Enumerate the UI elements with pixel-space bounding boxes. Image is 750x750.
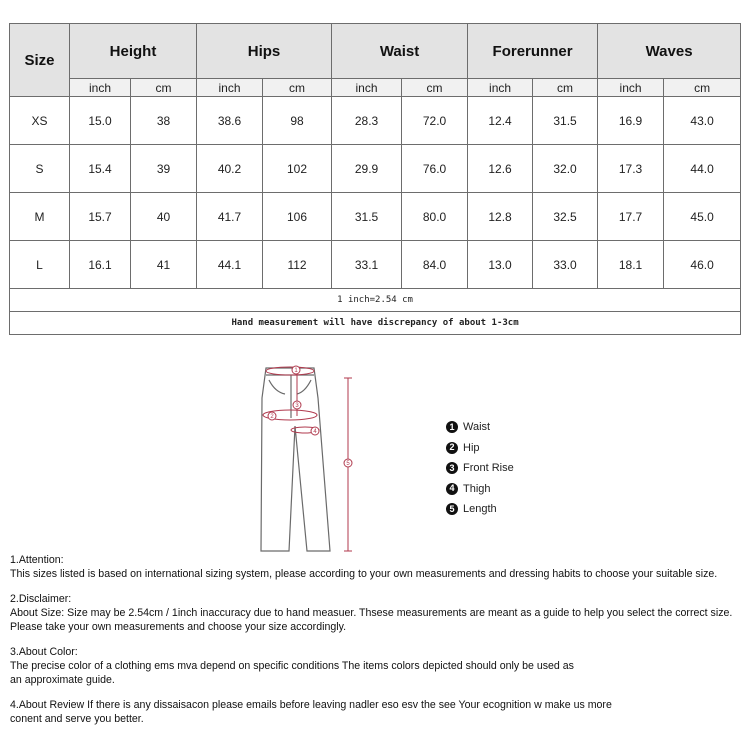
marker-3-label: 3 [295, 403, 299, 410]
note-title: 2.Disclaimer: [10, 593, 72, 605]
table-cell: 29.9 [332, 145, 402, 193]
unit-cell: inch [332, 79, 402, 97]
table-cell: 17.3 [598, 145, 664, 193]
note-color [10, 645, 745, 687]
marker-4-label: 4 [313, 429, 317, 436]
legend-item-thigh [446, 479, 514, 500]
note-line: conent and serve you better. [10, 713, 144, 725]
table-cell: 17.7 [598, 193, 664, 241]
header-size: Size [10, 24, 70, 97]
legend-number: 5 [446, 503, 458, 515]
table-cell: 18.1 [598, 241, 664, 289]
header-waist: Waist [332, 24, 468, 79]
table-cell: 80.0 [402, 193, 468, 241]
unit-cell: cm [402, 79, 468, 97]
legend-item-hip [446, 438, 514, 459]
note-line: The precise color of a clothing ems mva depend on specific conditions The items colors depicted should only be used as [10, 660, 574, 672]
size-label: M [10, 193, 70, 241]
legend-item-waist [446, 417, 514, 438]
table-cell: 76.0 [402, 145, 468, 193]
legend-number: 3 [446, 462, 458, 474]
legend-item-front-rise [446, 458, 514, 479]
unit-cell: cm [131, 79, 197, 97]
table-cell: 12.6 [468, 145, 533, 193]
unit-cell: cm [533, 79, 598, 97]
table-cell: 38 [131, 97, 197, 145]
table-cell: 44.0 [664, 145, 741, 193]
pocket-left [269, 380, 285, 394]
size-chart-table [9, 23, 741, 335]
table-cell: 15.7 [70, 193, 131, 241]
marker-5-label: 5 [346, 461, 350, 468]
table-cell: 31.5 [332, 193, 402, 241]
table-cell: 41.7 [197, 193, 263, 241]
measure-lines [263, 367, 352, 551]
legend-number: 4 [446, 483, 458, 495]
pants-outline [261, 368, 330, 551]
pants-measurement-diagram [245, 358, 375, 558]
table-cell: 33.0 [533, 241, 598, 289]
legend-label: Hip [463, 441, 480, 454]
legend-label: Length [463, 503, 497, 516]
table-cell: 32.5 [533, 193, 598, 241]
table-cell: 15.0 [70, 97, 131, 145]
unit-cell: inch [70, 79, 131, 97]
table-row [10, 97, 741, 145]
table-cell: 40 [131, 193, 197, 241]
note-line: 4.About Review If there is any dissaisacon please emails before leaving nadler eso esv the see Your ecognition w make us more [10, 699, 612, 711]
note-review [10, 698, 745, 726]
legend-item-length [446, 499, 514, 520]
header-row [10, 24, 741, 79]
table-cell: 39 [131, 145, 197, 193]
note-disclaimer [10, 592, 745, 634]
table-cell: 46.0 [664, 241, 741, 289]
table-cell: 16.9 [598, 97, 664, 145]
table-cell: 41 [131, 241, 197, 289]
legend-label: Front Rise [463, 462, 514, 475]
table-cell: 40.2 [197, 145, 263, 193]
unit-cell: cm [263, 79, 332, 97]
note-title: 1.Attention: [10, 554, 64, 566]
table-cell: 16.1 [70, 241, 131, 289]
table-row [10, 145, 741, 193]
table-cell: 32.0 [533, 145, 598, 193]
header-forerunner: Forerunner [468, 24, 598, 79]
table-cell: 33.1 [332, 241, 402, 289]
header-hips: Hips [197, 24, 332, 79]
conversion-row [10, 289, 741, 312]
discrepancy-row [10, 312, 741, 335]
size-label: XS [10, 97, 70, 145]
note-attention [10, 553, 745, 581]
note-line: About Size: Size may be 2.54cm / 1inch inaccuracy due to hand measuer. Thsese measurements are meant as a guide to help you select the correct size. [10, 607, 733, 619]
note-line: This sizes listed is based on international sizing system, please according to your own measurements and dressing habits to choose your suitable size. [10, 568, 718, 580]
note-title: 3.About Color: [10, 646, 78, 658]
size-label: S [10, 145, 70, 193]
unit-cell: inch [468, 79, 533, 97]
table-cell: 102 [263, 145, 332, 193]
unit-cell: inch [197, 79, 263, 97]
table-cell: 13.0 [468, 241, 533, 289]
table-cell: 44.1 [197, 241, 263, 289]
note-line: Please take your own measurements and choose your size accordingly. [10, 621, 347, 633]
discrepancy-note: Hand measurement will have discrepancy of about 1-3cm [10, 312, 741, 335]
table-cell: 112 [263, 241, 332, 289]
unit-cell: cm [664, 79, 741, 97]
table-cell: 43.0 [664, 97, 741, 145]
legend-label: Thigh [463, 482, 491, 495]
conversion-note: 1 inch=2.54 cm [10, 289, 741, 312]
table-cell: 38.6 [197, 97, 263, 145]
pocket-right [297, 380, 311, 394]
size-label: L [10, 241, 70, 289]
unit-cell: inch [598, 79, 664, 97]
table-cell: 98 [263, 97, 332, 145]
unit-row [10, 79, 741, 97]
legend-label: Waist [463, 421, 491, 434]
header-waves: Waves [598, 24, 741, 79]
legend-number: 2 [446, 442, 458, 454]
pants-shape [261, 368, 330, 551]
measurement-legend [446, 417, 514, 520]
size-notes [10, 553, 745, 737]
table-cell: 12.4 [468, 97, 533, 145]
header-height: Height [70, 24, 197, 79]
table-cell: 72.0 [402, 97, 468, 145]
legend-number: 1 [446, 421, 458, 433]
note-line: an approximate guide. [10, 674, 115, 686]
marker-2-label: 2 [270, 414, 274, 421]
table-cell: 106 [263, 193, 332, 241]
table-cell: 31.5 [533, 97, 598, 145]
table-row [10, 193, 741, 241]
table-cell: 12.8 [468, 193, 533, 241]
table-cell: 84.0 [402, 241, 468, 289]
table-row [10, 241, 741, 289]
marker-1-label: 1 [294, 368, 298, 375]
table-cell: 15.4 [70, 145, 131, 193]
table-cell: 45.0 [664, 193, 741, 241]
table-cell: 28.3 [332, 97, 402, 145]
